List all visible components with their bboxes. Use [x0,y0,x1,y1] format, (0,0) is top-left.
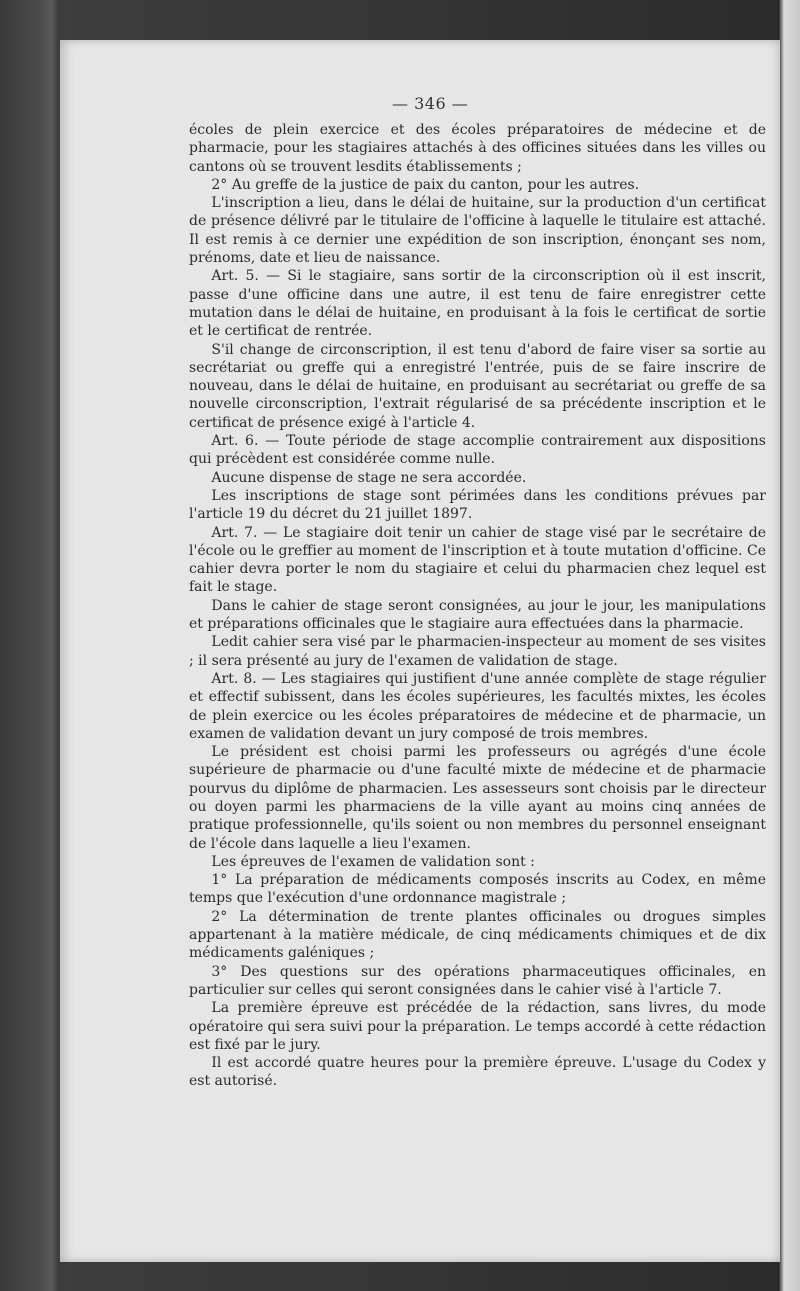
page-body [189,121,766,1091]
paragraph: Art. 6. — Toute période de stage accomplie contrairement aux dispositions qui précèdent est considérée comme nulle. [189,433,766,468]
paragraph: Aucune dispense de stage ne sera accordée. [211,469,527,486]
paragraph: écoles de plein exercice et des écoles préparatoires de médecine et de pharmacie, pour les stagiaires attachés à des officines situées dans les villes ou cantons où se trouvent lesdits établissements ; [189,122,766,175]
paragraph: Art. 8. — Les stagiaires qui justifient d'une année complète de stage régulier et effectif subissent, dans les écoles supérieures, les facultés mixtes, les écoles de plein exercice ou les écoles préparatoires de médecine et de pharmacie, un examen de validation devant un jury composé de trois membres. [189,670,766,742]
paragraph: 1° La préparation de médicaments composés inscrits au Codex, en même temps que l'exécution d'une ordonnance magistrale ; [189,872,766,907]
paragraph: 2° La détermination de trente plantes officinales ou drogues simples appartenant à la matière médicale, de cinq médicaments chimiques et de dix médicaments galéniques ; [189,908,766,962]
paragraph: Art. 7. — Le stagiaire doit tenir un cahier de stage visé par le secrétaire de l'école ou le greffier au moment de l'inscription et à toute mutation d'officine. Ce cahier devra porter le nom du stagiaire et celui du pharmacien chez lequel est fait le stage. [189,524,766,596]
paragraph: Dans le cahier de stage seront consignées, au jour le jour, les manipulations et préparations officinales que le stagiaire aura effectuées dans la pharmacie. [189,597,766,633]
paragraph: Il est accordé quatre heures pour la première épreuve. L'usage du Codex y est autorisé. [189,1055,766,1090]
facing-page-edge [778,0,800,1291]
paragraph: Les épreuves de l'examen de validation sont : [211,853,535,870]
paragraph: L'inscription a lieu, dans le délai de huitaine, sur la production d'un certificat de présence délivré par le titulaire de l'officine à laquelle le titulaire est attaché. Il est remis à ce dernier une expédition de son inscription, énonçant ses nom, prénoms, date et lieu de naissance. [189,195,766,267]
paragraph: Art. 5. — Si le stagiaire, sans sortir de la circonscription où il est inscrit, passe d'une officine dans une autre, il est tenu de faire enregistrer cette mutation dans le délai de huitaine, en produisant à la fois le certificat de sortie et le certificat de rentrée. [189,268,766,340]
paragraph: La première épreuve est précédée de la rédaction, sans livres, du mode opératoire qui sera suivi pour la préparation. Le temps accordé à cette rédaction est fixé par le jury. [189,1000,766,1053]
paragraph: Les inscriptions de stage sont périmées dans les conditions prévues par l'article 19 du décret du 21 juillet 1897. [189,487,766,523]
paragraph: 3° Des questions sur des opérations pharmaceutiques officinales, en particulier sur celles qui seront consignées dans le cahier visé à l'article 7. [189,963,766,998]
paragraph: Le président est choisi parmi les professeurs ou agrégés d'une école supérieure de pharmacie ou d'une faculté mixte de médecine et de pharmacie pourvus du diplôme de pharmacien. Les assesseurs sont choisis par le directeur ou doyen parmi les pharmaciens de la ville ayant au moins cinq années de pratique professionnelle, qu'ils soient ou non membres du personnel enseignant de l'école dans laquelle a lieu l'examen. [189,744,766,852]
paragraph: 2° Au greffe de la justice de paix du canton, pour les autres. [211,176,640,193]
page-number: — 346 — [392,94,469,113]
paragraph: S'il change de circonscription, il est tenu d'abord de faire viser sa sortie au secrétariat ou greffe qui a enregistré l'entrée, puis de se faire inscrire de nouveau, dans le délai de huitaine, en produisant au secrétariat ou greffe de sa nouvelle circonscription, l'extrait régularisé de sa précédente inscription et le certificat de présence exigé à l'article 4. [189,341,766,431]
paragraph: Ledit cahier sera visé par le pharmacien-inspecteur au moment de ses visites ; il sera présenté au jury de l'examen de validation de stage. [189,634,766,669]
